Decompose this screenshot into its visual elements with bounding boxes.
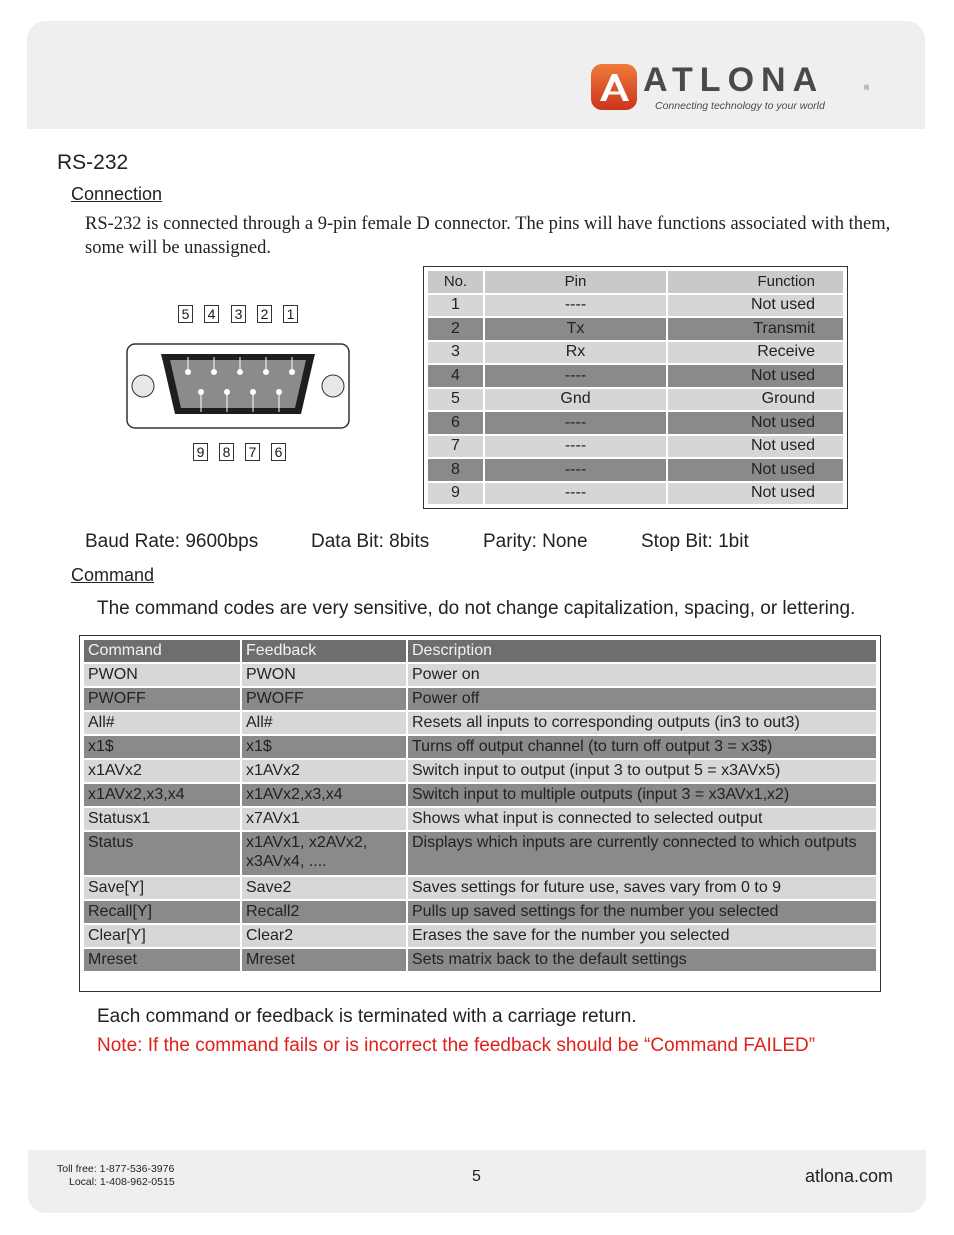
cell: Not used	[668, 483, 843, 505]
cell: ----	[485, 412, 666, 434]
pin-label: 8	[219, 443, 234, 461]
connection-text: RS-232 is connected through a 9-pin female D connector. The pins will have functions associated with them, some will be unassigned.	[85, 214, 891, 258]
cell: x1$	[84, 736, 240, 758]
table-row	[84, 925, 876, 947]
footer-contact	[57, 1163, 175, 1189]
column-header: Feedback	[242, 640, 406, 662]
command-heading: Command	[71, 565, 155, 585]
cell: PWON	[242, 664, 406, 686]
cell: Gnd	[485, 389, 666, 411]
cell: Displays which inputs are currently connected to which outputs	[408, 832, 876, 875]
cell: Recall2	[242, 901, 406, 923]
cell: ----	[485, 436, 666, 458]
table-row	[84, 901, 876, 923]
pin-label: 2	[257, 305, 272, 323]
cell: PWOFF	[242, 688, 406, 710]
cell: Rx	[485, 342, 666, 364]
cell: Turns off output channel (to turn off output 3 = x3$)	[408, 736, 876, 758]
cell: Not used	[668, 365, 843, 387]
cell: Ground	[668, 389, 843, 411]
cell: ----	[485, 365, 666, 387]
table-row	[428, 412, 843, 434]
cell: Transmit	[668, 318, 843, 340]
connection-heading: Connection	[71, 184, 163, 204]
pin-label: 4	[204, 305, 219, 323]
cell: 8	[428, 459, 483, 481]
cell: Mreset	[84, 949, 240, 971]
baud-rate: Baud Rate: 9600bps	[85, 531, 259, 552]
command-table	[79, 635, 881, 992]
pin-label: 1	[283, 305, 298, 323]
column-header: Function	[668, 271, 843, 293]
cell: Power off	[408, 688, 876, 710]
toll-free-number: Toll free: 1-877-536-3976	[57, 1163, 175, 1175]
cell: Power on	[408, 664, 876, 686]
website-link[interactable]: atlona.com	[805, 1166, 894, 1186]
table-row	[428, 459, 843, 481]
cell: x1AVx2	[84, 760, 240, 782]
cell: Clear2	[242, 925, 406, 947]
column-header: Pin	[485, 271, 666, 293]
table-row	[84, 949, 876, 971]
table-row	[84, 784, 876, 806]
cell: 4	[428, 365, 483, 387]
cell: Switch input to multiple outputs (input 3 = x3AVx1,x2)	[408, 784, 876, 806]
table-row	[84, 877, 876, 899]
section-title: RS-232	[57, 151, 129, 174]
cell: x1AVx2	[242, 760, 406, 782]
table-row	[428, 342, 843, 364]
cell: ----	[485, 459, 666, 481]
cell: Save[Y]	[84, 877, 240, 899]
table-header-row	[84, 640, 876, 662]
cell: Not used	[668, 436, 843, 458]
cell: ----	[485, 295, 666, 317]
cell: Switch input to output (input 3 to output 5 = x3AVx5)	[408, 760, 876, 782]
cell: x1$	[242, 736, 406, 758]
column-header: Command	[84, 640, 240, 662]
pin-label: 9	[193, 443, 208, 461]
table-row	[84, 688, 876, 710]
cell: Save2	[242, 877, 406, 899]
table-row	[84, 712, 876, 734]
cell: 1	[428, 295, 483, 317]
cell: Clear[Y]	[84, 925, 240, 947]
cell: Sets matrix back to the default settings	[408, 949, 876, 971]
table-row	[84, 808, 876, 830]
column-header: No.	[428, 271, 483, 293]
pin-label: 7	[245, 443, 260, 461]
cell: x1AVx1, x2AVx2, x3AVx4, ....	[242, 832, 406, 875]
cell: Shows what input is connected to selected output	[408, 808, 876, 830]
atlona-logo	[588, 59, 878, 119]
table-row	[428, 365, 843, 387]
cell: Not used	[668, 412, 843, 434]
termination-note: Each command or feedback is terminated with a carriage return.	[97, 1006, 637, 1027]
cell: Erases the save for the number you selected	[408, 925, 876, 947]
db9-shell-icon	[125, 342, 351, 432]
cell: All#	[242, 712, 406, 734]
column-header: Description	[408, 640, 876, 662]
table-row	[84, 760, 876, 782]
table-row	[84, 736, 876, 758]
local-number: Local: 1-408-962-0515	[69, 1176, 175, 1188]
cell: Resets all inputs to corresponding outputs (in3 to out3)	[408, 712, 876, 734]
pin-label: 5	[178, 305, 193, 323]
cell: 9	[428, 483, 483, 505]
logo-wordmark: ATLONA	[643, 61, 825, 99]
cell: Receive	[668, 342, 843, 364]
table-row	[428, 483, 843, 505]
cell: Tx	[485, 318, 666, 340]
pin-function-table	[423, 266, 848, 509]
cell: 7	[428, 436, 483, 458]
table-header-row	[428, 271, 843, 293]
cell: Saves settings for future use, saves vary from 0 to 9	[408, 877, 876, 899]
table-row	[428, 389, 843, 411]
cell: 2	[428, 318, 483, 340]
cell: x7AVx1	[242, 808, 406, 830]
db9-connector-diagram	[125, 300, 351, 465]
parity: Parity: None	[483, 531, 588, 552]
cell: Not used	[668, 459, 843, 481]
cell: All#	[84, 712, 240, 734]
page-number: 5	[472, 1168, 481, 1185]
cell: 3	[428, 342, 483, 364]
cell: PWON	[84, 664, 240, 686]
cell: x1AVx2,x3,x4	[84, 784, 240, 806]
cell: Mreset	[242, 949, 406, 971]
cell: Not used	[668, 295, 843, 317]
stop-bit: Stop Bit: 1bit	[641, 531, 749, 552]
cell: Status	[84, 832, 240, 875]
cell: x1AVx2,x3,x4	[242, 784, 406, 806]
logo-tagline: Connecting technology to your world	[655, 100, 825, 112]
table-row	[428, 318, 843, 340]
table-row	[428, 295, 843, 317]
cell: Statusx1	[84, 808, 240, 830]
table-row	[84, 664, 876, 686]
cell: PWOFF	[84, 688, 240, 710]
cell: 5	[428, 389, 483, 411]
cell: Recall[Y]	[84, 901, 240, 923]
failure-note: Note: If the command fails or is incorrect the feedback should be “Command FAILED”	[97, 1035, 816, 1056]
command-intro: The command codes are very sensitive, do not change capitalization, spacing, or lettering.	[97, 598, 856, 619]
cell: 6	[428, 412, 483, 434]
data-bit: Data Bit: 8bits	[311, 531, 430, 552]
pin-label: 6	[271, 443, 286, 461]
table-row	[428, 436, 843, 458]
logo-registered-mark: ®	[864, 85, 870, 92]
table-row	[84, 832, 876, 875]
logo-mark-icon	[588, 61, 640, 113]
cell: Pulls up saved settings for the number you selected	[408, 901, 876, 923]
pin-label: 3	[231, 305, 246, 323]
cell: ----	[485, 483, 666, 505]
